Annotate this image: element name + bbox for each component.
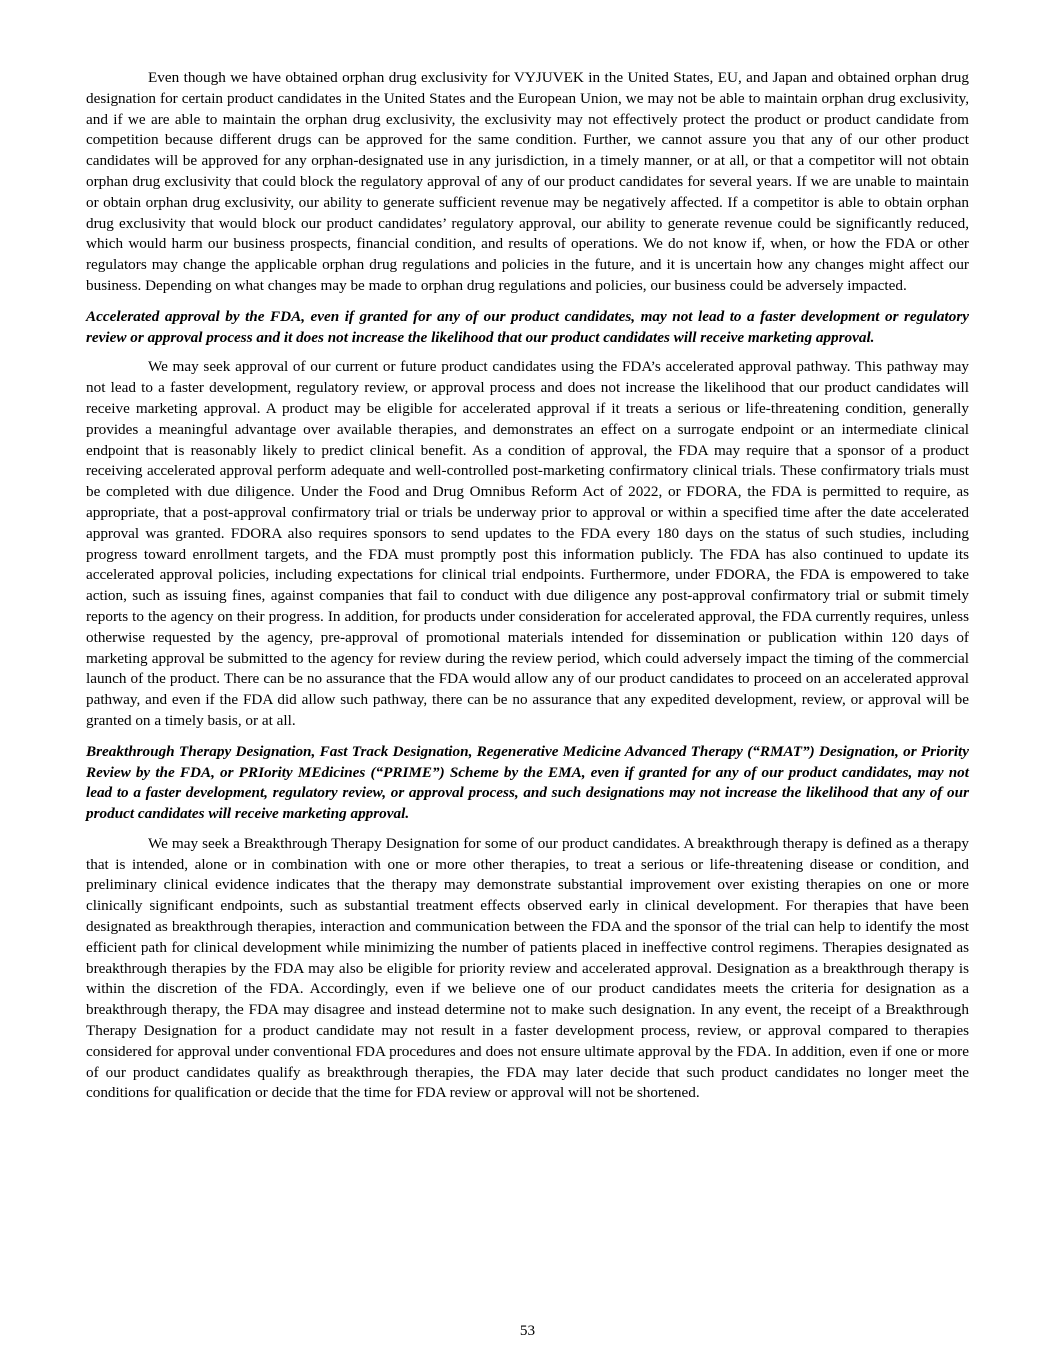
heading-breakthrough-therapy: Breakthrough Therapy Designation, Fast Track Designation, Regenerative Medicine Advanced Therapy (“RMAT”) Designation, or Priority Review by the FDA, or PRIority MEdicines (“PRIME”) Scheme by the EMA, even if granted for any of our product candidates, may not lead to a faster development, regulatory review, or approval process, and such designations may not increase the likelihood that any of our product candidates will receive marketing approval. — [86, 742, 969, 823]
paragraph-orphan-drug-exclusivity: Even though we have obtained orphan drug exclusivity for VYJUVEK in the United States, EU, and Japan and obtained orphan drug designation for certain product candidates in the United States and the European Union, we may not be able to maintain orphan drug exclusivity, and if we are able to maintain the orphan drug exclusivity, the exclusivity may not effectively protect the product or product candidate from competition because different drugs can be approved for the same condition. Further, we cannot assure you that any of our other product candidates will be approved for any orphan-designated use in any jurisdiction, in a timely manner, or at all, or that a competitor will not obtain orphan drug exclusivity that could block the regulatory approval of any of our product candidates for several years. If we are unable to maintain or obtain orphan drug exclusivity, our ability to generate sufficient revenue may be negatively affected. If a competitor is able to obtain orphan drug exclusivity that would block our product candidates’ regulatory approval, our ability to generate revenue could be significantly reduced, which would harm our business prospects, financial condition, and results of operations. We do not know if, when, or how the FDA or other regulators may change the applicable orphan drug regulations and policies in the future, and it is uncertain how any changes might affect our business. Depending on what changes may be made to orphan drug regulations and policies, our business could be adversely impacted. — [86, 69, 969, 294]
document-body — [86, 68, 969, 1114]
paragraph-accelerated-approval: We may seek approval of our current or future product candidates using the FDA’s accelerated approval pathway. This pathway may not lead to a faster development, regulatory review, or approval process and does not increase the likelihood that our product candidates will receive marketing approval. A product may be eligible for accelerated approval if it treats a serious or life-threatening condition, generally provides a meaningful advantage over available therapies, and demonstrates an effect on a surrogate endpoint or an intermediate clinical endpoint that is reasonably likely to predict clinical benefit. As a condition of approval, the FDA may require that a sponsor of a product receiving accelerated approval perform adequate and well-controlled post-marketing confirmatory clinical trials. These confirmatory trials must be completed with due diligence. Under the Food and Drug Omnibus Reform Act of 2022, or FDORA, the FDA is permitted to require, as appropriate, that a post-approval confirmatory trial or trials be underway prior to approval or within a specified time after the date accelerated approval was granted. FDORA also requires sponsors to send updates to the FDA every 180 days on the status of such studies, including progress toward enrollment targets, and the FDA must promptly post this information publicly. The FDA has also continued to update its accelerated approval policies, including expectations for clinical trial endpoints. Furthermore, under FDORA, the FDA is empowered to take action, such as issuing fines, against companies that fail to conduct with due diligence any post-approval confirmatory trial or submit timely reports to the agency on their progress. In addition, for products under consideration for accelerated approval, the FDA currently requires, unless otherwise requested by the agency, pre-approval of promotional materials intended for dissemination or publication within 120 days of marketing approval be submitted to the agency for review during the review period, which could adversely impact the timing of the commercial launch of the product. There can be no assurance that the FDA would allow any of our product candidates to proceed on an accelerated approval pathway, and even if the FDA did allow such pathway, there can be no assurance that any expedited development, review, or approval will be granted on a timely basis, or at all. — [86, 358, 969, 729]
paragraph-breakthrough-therapy: We may seek a Breakthrough Therapy Designation for some of our product candidates. A breakthrough therapy is defined as a therapy that is intended, alone or in combination with one or more other therapies, to treat a serious or life-threatening disease or condition, and preliminary clinical evidence indicates that the therapy may demonstrate substantial improvement over existing therapies on one or more clinically significant endpoints, such as substantial treatment effects observed early in clinical development. For therapies that have been designated as breakthrough therapies, interaction and communication between the FDA and the sponsor of the trial can help to identify the most efficient path for clinical development while minimizing the number of patients placed in ineffective control regimens. Therapies designated as breakthrough therapies by the FDA may also be eligible for priority review and accelerated approval. Designation as a breakthrough therapy is within the discretion of the FDA. Accordingly, even if we believe one of our product candidates meets the criteria for designation as a breakthrough therapy, the FDA may disagree and instead determine not to make such designation. In any event, the receipt of a Breakthrough Therapy Designation for a product candidate may not result in a faster development process, review, or approval compared to therapies considered for approval under conventional FDA procedures and does not ensure ultimate approval by the FDA. In addition, even if one or more of our product candidates qualify as breakthrough therapies, the FDA may later decide that such product candidates no longer meet the conditions for qualification or decide that the time for FDA review or approval will not be shortened. — [86, 834, 969, 1102]
heading-accelerated-approval: Accelerated approval by the FDA, even if granted for any of our product candidates, may not lead to a faster development or regulatory review or approval process and it does not increase the likelihood that our product candidates will receive marketing approval. — [86, 307, 969, 346]
page-number: 53 — [519, 1322, 536, 1339]
